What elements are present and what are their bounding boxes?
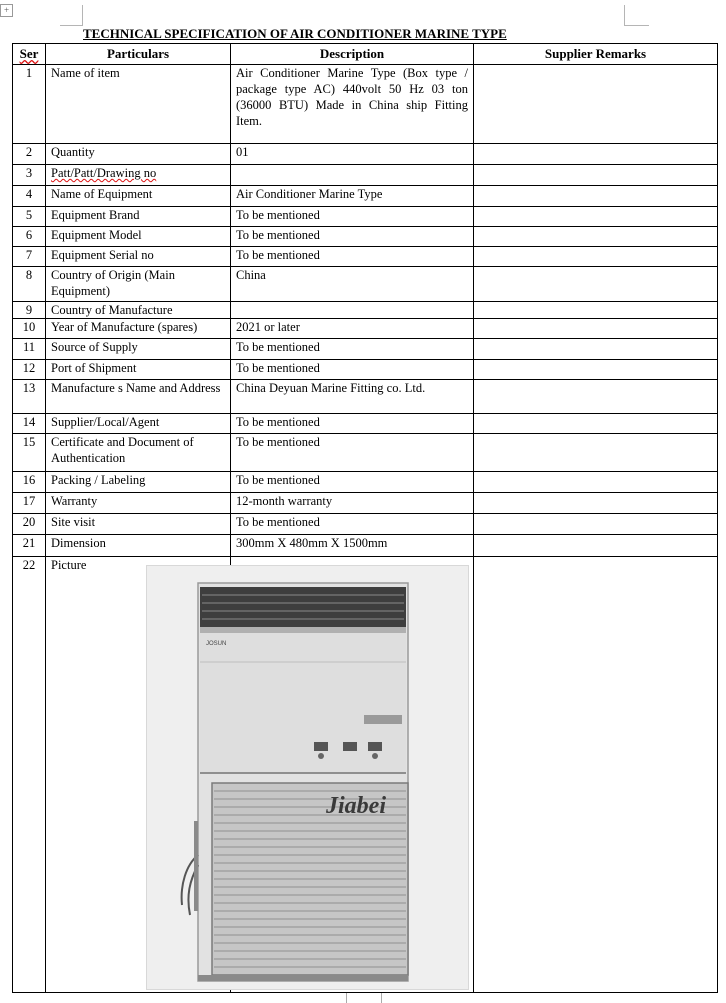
description-cell: 01	[231, 144, 474, 165]
remarks-cell[interactable]	[474, 434, 718, 472]
particular-cell: Equipment Model	[46, 227, 231, 247]
particular-cell: Equipment Brand	[46, 207, 231, 227]
table-row	[13, 380, 718, 414]
column-header-description: Description	[231, 44, 474, 65]
remarks-cell[interactable]	[474, 65, 718, 144]
ser-cell: 2	[13, 144, 46, 165]
description-cell	[231, 165, 474, 186]
table-row	[13, 227, 718, 247]
page-corner-guide-top-right	[624, 5, 649, 26]
remarks-cell[interactable]	[474, 144, 718, 165]
ser-cell: 8	[13, 267, 46, 302]
description-cell	[231, 380, 474, 414]
particular-cell: Warranty	[46, 493, 231, 514]
ser-cell: 17	[13, 493, 46, 514]
table-row	[13, 247, 718, 267]
description-cell: To be mentioned	[231, 514, 474, 535]
table-row	[13, 414, 718, 434]
remarks-cell[interactable]	[474, 207, 718, 227]
particular-cell: Equipment Serial no	[46, 247, 231, 267]
description-cell: To be mentioned	[231, 247, 474, 267]
ser-cell: 20	[13, 514, 46, 535]
panel-brand-text: JOSUN	[206, 641, 227, 647]
table-row	[13, 207, 718, 227]
remarks-cell[interactable]	[474, 267, 718, 302]
page-footer-marker	[346, 993, 382, 1003]
particular-cell: Manufacture s Name and Address	[46, 380, 231, 414]
ser-cell: 11	[13, 339, 46, 360]
description-cell: To be mentioned	[231, 434, 474, 472]
particular-cell: Country of Manufacture	[46, 302, 231, 319]
page-corner-guide-top-left	[60, 5, 83, 26]
particular-cell	[46, 165, 231, 186]
table-row	[13, 472, 718, 493]
particular-cell: Site visit	[46, 514, 231, 535]
particular-cell: Supplier/Local/Agent	[46, 414, 231, 434]
remarks-cell[interactable]	[474, 472, 718, 493]
particular-cell: Source of Supply	[46, 339, 231, 360]
table-row	[13, 434, 718, 472]
description-cell: To be mentioned	[231, 472, 474, 493]
description-cell: Air Conditioner Marine Type	[231, 186, 474, 207]
description-cell: 12-month warranty	[231, 493, 474, 514]
particular-cell: Quantity	[46, 144, 231, 165]
table-row	[13, 302, 718, 319]
table-row	[13, 535, 718, 557]
remarks-cell[interactable]	[474, 514, 718, 535]
remarks-cell[interactable]	[474, 557, 718, 993]
document-title: TECHNICAL SPECIFICATION OF AIR CONDITIONER MARINE TYPE	[83, 26, 507, 41]
table-row	[13, 339, 718, 360]
ser-cell: 12	[13, 360, 46, 380]
table-row	[13, 493, 718, 514]
ser-cell: 4	[13, 186, 46, 207]
particular-cell: Certificate and Document of Authentication	[46, 434, 231, 472]
description-cell: To be mentioned	[231, 207, 474, 227]
remarks-cell[interactable]	[474, 380, 718, 414]
ser-cell: 6	[13, 227, 46, 247]
description-cell: 300mm X 480mm X 1500mm	[231, 535, 474, 557]
table-row	[13, 319, 718, 339]
description-cell: China	[231, 267, 474, 302]
description-cell: Air Conditioner Marine Type (Box type / package type AC) 440volt 50 Hz 03 ton (36000 BTU) Made in China ship Fitting Item.	[231, 65, 474, 144]
column-header-particulars: Particulars	[46, 44, 231, 65]
description-cell: To be mentioned	[231, 227, 474, 247]
particular-cell: Country of Origin (Main Equipment)	[46, 267, 231, 302]
table-row	[13, 186, 718, 207]
ser-cell: 22	[13, 557, 46, 993]
description-cell: To be mentioned	[231, 360, 474, 380]
table-row	[13, 360, 718, 380]
remarks-cell[interactable]	[474, 319, 718, 339]
remarks-cell[interactable]	[474, 165, 718, 186]
description-cell: 2021 or later	[231, 319, 474, 339]
particular-cell: Picture	[46, 557, 231, 993]
particular-cell: Year of Manufacture (spares)	[46, 319, 231, 339]
particular-cell: Dimension	[46, 535, 231, 557]
column-header-ser: Ser	[13, 44, 46, 65]
remarks-cell[interactable]	[474, 414, 718, 434]
ser-cell: 7	[13, 247, 46, 267]
particular-text: Patt/Patt/Drawing no	[51, 166, 157, 180]
ser-cell: 13	[13, 380, 46, 414]
brand-logo-text: Jiabei	[326, 793, 386, 819]
remarks-cell[interactable]	[474, 247, 718, 267]
remarks-cell[interactable]	[474, 302, 718, 319]
particular-cell: Port of Shipment	[46, 360, 231, 380]
ser-cell: 14	[13, 414, 46, 434]
ser-cell: 3	[13, 165, 46, 186]
table-row	[13, 165, 718, 186]
remarks-cell[interactable]	[474, 227, 718, 247]
ser-cell: 1	[13, 65, 46, 144]
ser-cell: 5	[13, 207, 46, 227]
column-header-supplier-remarks: Supplier Remarks	[474, 44, 718, 65]
table-row	[13, 514, 718, 535]
description-cell	[231, 302, 474, 319]
ser-cell: 15	[13, 434, 46, 472]
ser-cell: 10	[13, 319, 46, 339]
remarks-cell[interactable]	[474, 360, 718, 380]
ser-cell: 9	[13, 302, 46, 319]
remarks-cell[interactable]	[474, 339, 718, 360]
ser-cell: 16	[13, 472, 46, 493]
description-cell: To be mentioned	[231, 339, 474, 360]
table-row	[13, 267, 718, 302]
ser-cell: 21	[13, 535, 46, 557]
remarks-cell[interactable]	[474, 535, 718, 557]
table-header-row	[13, 44, 718, 65]
description-cell: To be mentioned	[231, 414, 474, 434]
manufacturer-address-text: China Deyuan Marine Fitting co. Ltd.	[236, 381, 426, 395]
remarks-cell[interactable]	[474, 493, 718, 514]
remarks-cell[interactable]	[474, 186, 718, 207]
particular-cell: Name of Equipment	[46, 186, 231, 207]
table-row	[13, 65, 718, 144]
air-conditioner-unit-photo	[146, 565, 469, 990]
particular-cell: Name of item	[46, 65, 231, 144]
table-row	[13, 144, 718, 165]
particular-cell: Packing / Labeling	[46, 472, 231, 493]
table-move-handle-icon[interactable]: +	[0, 4, 13, 17]
